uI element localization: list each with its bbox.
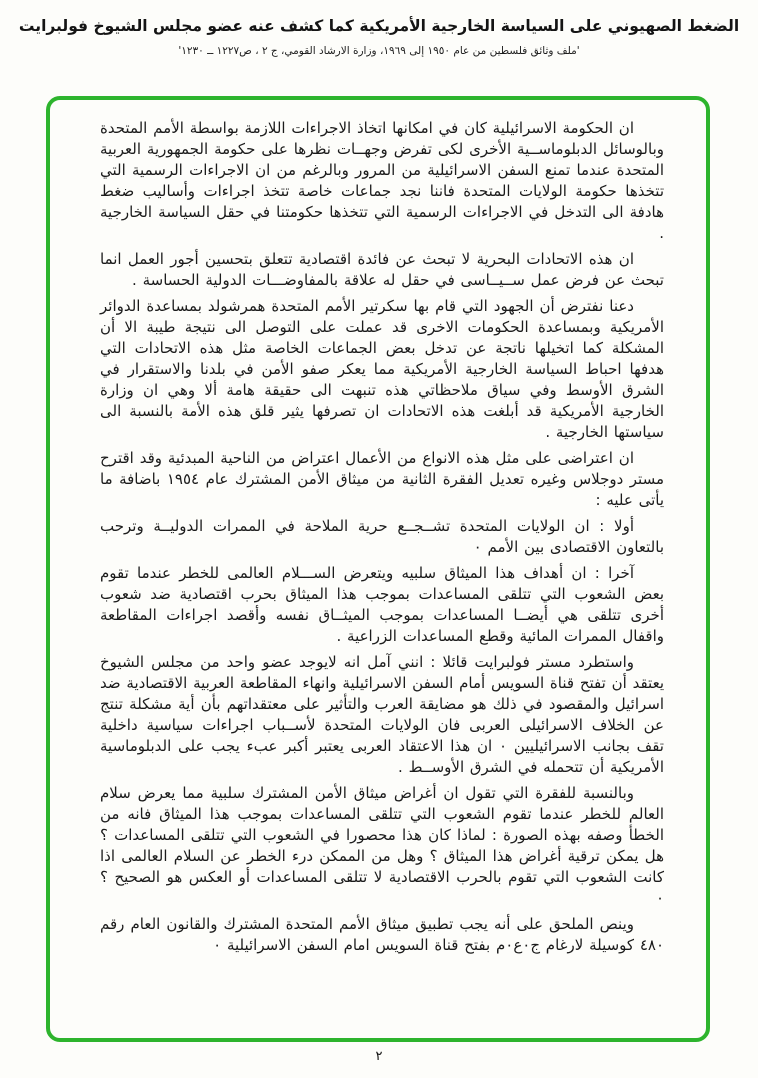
- document-header: [0, 0, 758, 57]
- document-title: الضغط الصهيوني على السياسة الخارجية الأمريكية كما كشف عنه عضو مجلس الشيوخ فولبرايت: [18, 17, 740, 35]
- paragraph-9: وينص الملحق على أنه يجب تطبيق ميثاق الأمم المتحدة المشترك والقانون العام رقم ٤٨٠ كوسيلة لارغام ج٠ع٠م بفتح قناة السويس امام السفن الاسرائيلية ٠: [100, 915, 664, 954]
- paragraph-6: آخرا : ان أهداف هذا الميثاق سلبيه ويتعرض الســـلام العالمى للخطر عندما تقوم بعض الشعوب التي تتلقى المساعدات بموجب هذا الميثاق بحرب اقتصادية ضد شعوب أخرى تتلقى هي أيضــا المساعدات بموجب الميثــاق نفسه وأقصد اجراءات المقاطعة واقفال الممرات المائية وقطع المساعدات الزراعية .: [100, 564, 664, 645]
- page-number: ٢: [375, 1049, 383, 1064]
- paragraph-1: ان الحكومة الاسرائيلية كان في امكانها اتخاذ الاجراءات اللازمة بواسطة الأمم المتحدة وبالوسائل الدبلوماســية الأخرى لكى تفرض وجهــات نظرها على حكومة الجمهورية العربية المتحدة عندما تمنع السفن الاسرائيلية من المرور وبالرغم من ان الاجراءات الرسمية التي تتخذها حكومة الولايات المتحدة فاننا نجد جماعات خاصة تتخذ اجراءات وأساليب ضغط هادفة الى التدخل في الاجراءات الرسمية التي تتخذها حكومتنا في حقل السياسة الخارجية .: [100, 119, 664, 242]
- paragraph-8: وبالنسبة للفقرة التي تقول ان أغراض ميثاق الأمن المشترك سلبية مما يعرض سلام العالم للخطر عندما تقوم الشعوب التي تتلقى المساعدات بموجب هذا الميثاق فانه من الخطأ وصفه بهذه الصورة : لماذا كان هذا محصورا في الشعوب التي تتلقى المساعدات ؟ هل يمكن ترقية أغراض هذا الميثاق ؟ وهل من الممكن درء الخطر عن السلام العالمى اذا كانت الشعوب التي تقوم بالحرب الاقتصادية لا تتلقى المساعدات أو العكس هو الصحيح ؟ ٠: [100, 784, 664, 907]
- text-frame: [46, 96, 710, 1042]
- document-subtitle: 'ملف وثائق فلسطين من عام ١٩٥٠ إلى ١٩٦٩، وزارة الارشاد القومي، ج ٢ ، ص١٢٢٧ ــ ١٢٣٠': [178, 45, 580, 57]
- paragraph-5: أولا : ان الولايات المتحدة تشــجــع حرية الملاحة في الممرات الدوليــة وترحب بالتعاون الاقتصادى بين الأمم ٠: [100, 517, 664, 556]
- paragraph-4: ان اعتراضى على مثل هذه الانواع من الأعمال اعتراض من الناحية المبدئية وقد اقترح مستر دوجلاس وغيره تعديل الفقرة الثانية من ميثاق الأمن المشترك عام ١٩٥٤ باضافة ما يأتى عليه :: [100, 449, 664, 509]
- paragraph-7: واستطرد مستر فولبرايت قائلا : انني آمل انه لايوجد عضو واحد من مجلس الشيوخ يعتقد أن تفتح قناة السويس أمام السفن الاسرائيلية وانهاء المقاطعة العربية الاقتصادية ضد اسرائيل والمقصود في ذلك هو مضايقة العرب والتأثير على معتقداتهم بأن أية مشكلة تنتج عن الخلاف الاسرائيلى العربى فان الولايات المتحدة لأســباب اجراءات سياسية داخلية تقف بجانب الاسرائيليين ٠ ان هذا الاعتقاد العربى يعتبر أكبر عبء يجب على الدبلوماسية الأمريكية أن تتحمله في الشرق الأوســط .: [100, 653, 664, 776]
- paragraph-3: دعنا نفترض أن الجهود التي قام بها سكرتير الأمم المتحدة همرشولد بمساعدة الدوائر الأمريكية وبمساعدة الحكومات الاخرى قد عملت على التوصل الى نتيجة طيبة الا أن المشكلة كما اتخيلها ناتجة عن تدخل بعض الجماعات الخاصة مثل هذه الاتحادات التي هدفها احباط السياسة الخارجية الأمريكية مما يعكر صفو الأمن في بلدنا والاستقرار في الشرق الأوسط وفي سياق ملاحظاتي هذه تنبهت الى حقيقة هامة ألا وهي ان وزارة الخارجية الأمريكية قد أبلغت هذه الاتحادات ان تصرفها يثير قلق هذه الأمة بالنسبة الى سياستها الخارجية .: [100, 297, 664, 441]
- paragraph-2: ان هذه الاتحادات البحرية لا تبحث عن فائدة اقتصادية تتعلق بتحسين أجور العمل انما تبحث عن فرض عمل ســيــاسى في حقل له علاقة بالمفاوضـــات الدولية الحساسة .: [100, 250, 664, 289]
